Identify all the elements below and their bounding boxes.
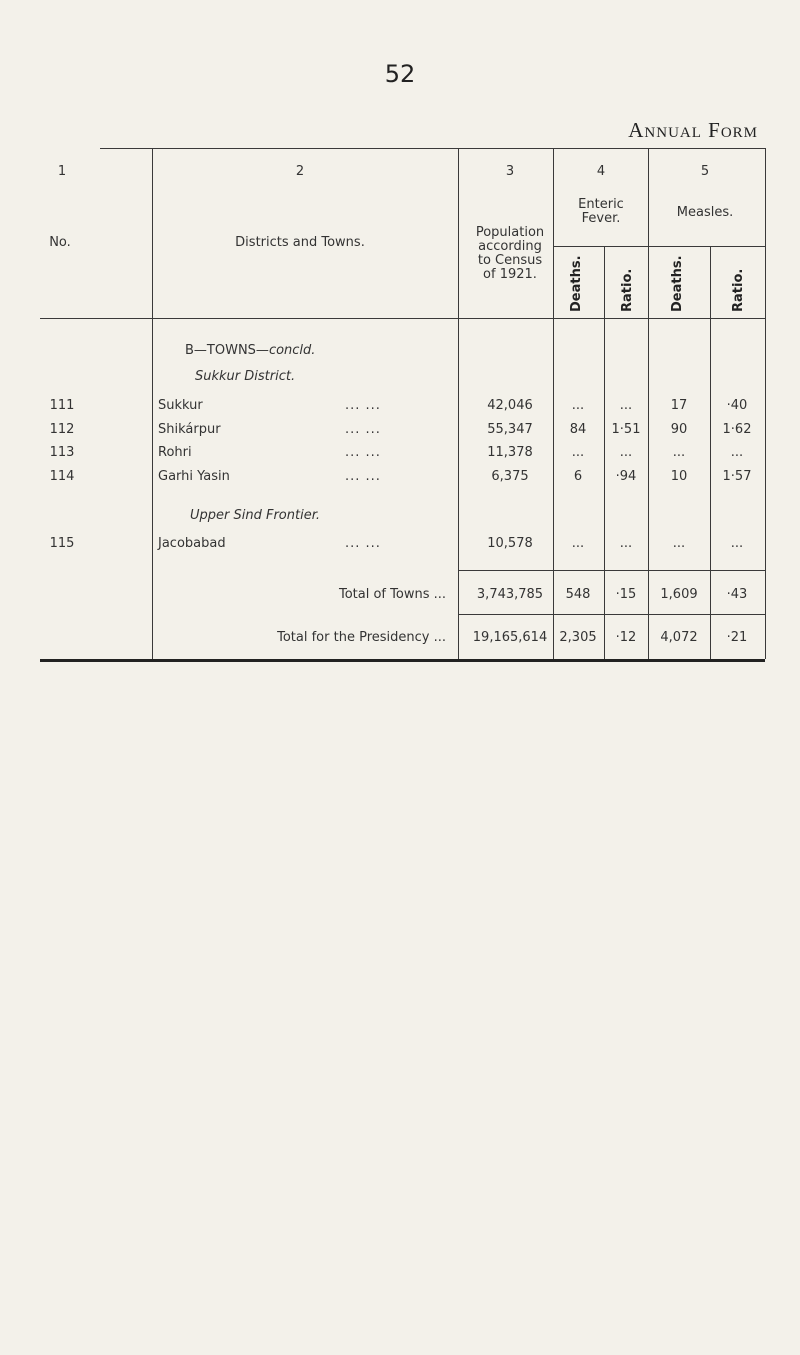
row-leader: ... ...	[345, 398, 381, 413]
table-bottom-rule	[40, 659, 765, 662]
row-ef-ratio: ·94	[615, 469, 637, 484]
total-label: Total for the Presidency ...	[277, 630, 446, 645]
row-population: 55,347	[487, 422, 533, 437]
total-m-ratio: ·43	[726, 587, 748, 602]
row-no: 114	[49, 469, 75, 484]
row-m-ratio: ...	[730, 445, 744, 460]
row-m-deaths: 90	[670, 422, 688, 437]
row-ef-deaths: 84	[569, 422, 587, 437]
total-population: 3,743,785	[476, 587, 544, 602]
row-no: 115	[49, 536, 75, 551]
row-ef-deaths: ...	[571, 398, 585, 413]
row-m-ratio: 1·57	[722, 469, 752, 484]
row-name: Garhi Yasin	[158, 469, 230, 484]
row-population: 10,578	[487, 536, 533, 551]
row-name: Rohri	[158, 445, 192, 460]
header-measles-ratio: Ratio.	[731, 268, 746, 312]
row-m-deaths: 17	[670, 398, 688, 413]
total-towns-top-rule	[458, 570, 765, 571]
header-measles: Measles.	[676, 205, 734, 220]
row-m-ratio: ·40	[726, 398, 748, 413]
header-population-4: of 1921.	[483, 267, 537, 282]
header-measles-deaths: Deaths.	[670, 255, 685, 312]
header-no: No.	[49, 235, 71, 250]
total-towns-bottom-rule	[458, 614, 765, 615]
row-ef-deaths: ...	[571, 445, 585, 460]
total-label: Total of Towns ...	[338, 587, 446, 602]
col-divider-6	[710, 246, 711, 659]
total-ef-deaths: 2,305	[559, 630, 597, 645]
col-number-1: 1	[57, 164, 67, 179]
section-title-concld: concld.	[268, 343, 316, 358]
col-number-5: 5	[700, 164, 710, 179]
row-ef-ratio: 1·51	[611, 422, 641, 437]
header-population-2: according	[478, 239, 542, 254]
col-divider-3	[553, 148, 554, 659]
header-enteric-1: Enteric	[578, 197, 624, 212]
col-divider-7	[765, 148, 766, 659]
form-title: Annual Form	[628, 118, 758, 142]
total-ef-deaths: 548	[565, 587, 591, 602]
total-m-ratio: ·21	[726, 630, 748, 645]
row-leader: ... ...	[345, 445, 381, 460]
col-number-2: 2	[295, 164, 305, 179]
row-no: 112	[49, 422, 75, 437]
row-m-ratio: 1·62	[722, 422, 752, 437]
row-m-ratio: ...	[730, 536, 744, 551]
row-ef-ratio: ...	[619, 398, 633, 413]
total-m-deaths: 4,072	[660, 630, 698, 645]
row-name: Shikárpur	[158, 422, 221, 437]
col-divider-1	[152, 148, 153, 659]
row-no: 111	[49, 398, 75, 413]
row-ef-ratio: ...	[619, 536, 633, 551]
row-population: 6,375	[491, 469, 529, 484]
row-m-deaths: ...	[672, 536, 686, 551]
header-enteric-deaths: Deaths.	[569, 255, 584, 312]
row-m-deaths: ...	[672, 445, 686, 460]
section-title-main: B—TOWNS—	[185, 343, 269, 358]
row-name: Jacobabad	[158, 536, 226, 551]
row-leader: ... ...	[345, 422, 381, 437]
row-leader: ... ...	[345, 536, 381, 551]
col-divider-4	[604, 246, 605, 659]
row-name: Sukkur	[158, 398, 203, 413]
row-ef-ratio: ...	[619, 445, 633, 460]
row-leader: ... ...	[345, 469, 381, 484]
page-number: 52	[384, 60, 416, 88]
header-districts: Districts and Towns.	[235, 235, 365, 250]
header-population-3: to Census	[477, 253, 543, 268]
row-ef-deaths: ...	[571, 536, 585, 551]
total-population: 19,165,614	[472, 630, 548, 645]
header-enteric-2: Fever.	[581, 211, 621, 226]
row-population: 11,378	[487, 445, 533, 460]
col-divider-2	[458, 148, 459, 659]
total-m-deaths: 1,609	[660, 587, 698, 602]
row-no: 113	[49, 445, 75, 460]
col-number-3: 3	[505, 164, 515, 179]
row-ef-deaths: 6	[573, 469, 583, 484]
total-ef-ratio: ·15	[615, 587, 637, 602]
row-m-deaths: 10	[670, 469, 688, 484]
header-enteric-ratio: Ratio.	[620, 268, 635, 312]
section-title	[185, 343, 315, 358]
subheader-rule	[553, 246, 765, 247]
upper-sind-heading: Upper Sind Frontier.	[190, 508, 320, 523]
header-bottom-rule	[40, 318, 765, 319]
row-population: 42,046	[487, 398, 533, 413]
table-top-rule	[100, 148, 765, 149]
col-divider-5	[648, 148, 649, 659]
sukkur-district-heading: Sukkur District.	[195, 369, 296, 384]
col-number-4: 4	[596, 164, 606, 179]
total-ef-ratio: ·12	[615, 630, 637, 645]
header-population-1: Population	[475, 225, 545, 240]
